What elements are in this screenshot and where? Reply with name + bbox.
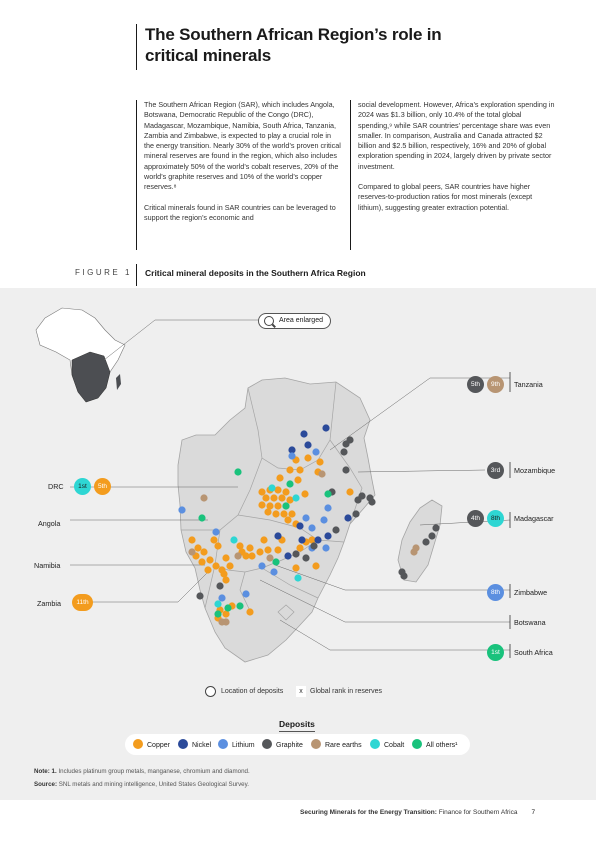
paragraph: Compared to global peers, SAR countries have higher reserves-to-production ratios for most minerals (except lithium), suggesting greater extraction potential. xyxy=(358,182,533,212)
copper-deposit-marker xyxy=(276,474,283,481)
copper-deposit-marker xyxy=(200,548,207,555)
graphite-deposit-marker xyxy=(432,524,439,531)
area-enlarged-pill xyxy=(258,313,331,329)
lithium-deposit-marker xyxy=(212,528,219,535)
lithium-deposit-marker xyxy=(312,448,319,455)
legend-item-all-others xyxy=(412,739,458,751)
rank-key-label: Global rank in reserves xyxy=(310,688,382,695)
rare-earths-deposit-marker xyxy=(200,494,207,501)
graphite-deposit-marker xyxy=(346,436,353,443)
page-footer xyxy=(300,809,535,816)
legend-label: Graphite xyxy=(276,742,303,749)
south-africa-label: South Africa xyxy=(514,648,553,657)
drc-rank-1: 1st xyxy=(74,478,91,495)
copper-deposit-marker xyxy=(296,466,303,473)
lithium-deposit-marker xyxy=(288,452,295,459)
rare-earths-deposit-marker xyxy=(318,470,325,477)
copper-deposit-marker xyxy=(282,488,289,495)
tanzania-rank-1: 5th xyxy=(467,376,484,393)
cobalt-deposit-marker xyxy=(292,494,299,501)
zimbabwe-rank: 8th xyxy=(487,584,504,601)
south-africa-rank: 1st xyxy=(487,644,504,661)
graphite-deposit-marker xyxy=(310,542,317,549)
legend-label: Rare earths xyxy=(325,742,362,749)
copper-deposit-marker xyxy=(206,556,213,563)
rare-earths-deposit-marker xyxy=(218,618,225,625)
graphite-deposit-marker xyxy=(292,550,299,557)
lithium-deposit-marker xyxy=(322,544,329,551)
rare-earths-deposit-marker xyxy=(412,544,419,551)
figure-title: Critical mineral deposits in the Southern Africa Region xyxy=(136,264,366,286)
lithium-deposit-marker xyxy=(320,516,327,523)
all-others-deposit-marker xyxy=(234,468,241,475)
rare-earths-dot-icon xyxy=(311,739,321,749)
nickel-deposit-marker xyxy=(296,522,303,529)
copper-deposit-marker xyxy=(272,510,279,517)
cobalt-deposit-marker xyxy=(294,574,301,581)
copper-deposit-marker xyxy=(258,488,265,495)
lithium-deposit-marker xyxy=(308,524,315,531)
source-text: SNL metals and mining intelligence, United States Geological Survey. xyxy=(58,781,249,788)
all-others-deposit-marker xyxy=(286,480,293,487)
copper-deposit-marker xyxy=(316,458,323,465)
paragraph: The Southern African Region (SAR), which includes Angola, Botswana, Democratic Republic of the Congo (DRC), Madagascar, Mozambique, Namibia, South Africa, Tanzania, Zambia and Zimbabwe, is expected to play a crucial role in the energy transition. Nearly 30% of the world’s proven critical mineral reserves are found in the region, which also includes approximately 50% of the world’s cobalt reserves, 20% of the world’s graphite reserves and 10% of the world’s copper reserves.⁸ xyxy=(144,100,341,192)
nickel-dot-icon xyxy=(178,739,188,749)
copper-deposit-marker xyxy=(226,562,233,569)
copper-deposit-marker xyxy=(256,548,263,555)
all-others-deposit-marker xyxy=(224,604,231,611)
graphite-deposit-marker xyxy=(342,466,349,473)
copper-deposit-marker xyxy=(194,544,201,551)
legend-item-rare-earths xyxy=(311,739,362,751)
copper-deposit-marker xyxy=(262,494,269,501)
nickel-deposit-marker xyxy=(274,532,281,539)
rare-earths-deposit-marker xyxy=(234,552,241,559)
copper-deposit-marker xyxy=(210,536,217,543)
graphite-deposit-marker xyxy=(428,532,435,539)
nickel-deposit-marker xyxy=(324,532,331,539)
mozambique-label: Mozambique xyxy=(514,466,556,475)
zambia-rank: 11th xyxy=(72,594,93,611)
nickel-deposit-marker xyxy=(304,441,311,448)
namibia-label: Namibia xyxy=(34,561,61,570)
lithium-deposit-marker xyxy=(270,568,277,575)
copper-deposit-marker xyxy=(222,554,229,561)
figure-label: FIGURE 1 xyxy=(75,268,132,277)
drc-rank-2: 5th xyxy=(94,478,111,495)
location-ring-icon xyxy=(205,686,216,697)
legend-label: Copper xyxy=(147,742,170,749)
lithium-deposit-marker xyxy=(242,590,249,597)
legend-item-nickel xyxy=(178,739,211,751)
lithium-dot-icon xyxy=(218,739,228,749)
copper-deposit-marker xyxy=(198,558,205,565)
copper-deposit-marker xyxy=(274,546,281,553)
botswana-label: Botswana xyxy=(514,618,546,627)
all-others-deposit-marker xyxy=(198,514,205,521)
tanzania-label: Tanzania xyxy=(514,380,543,389)
all-others-deposit-marker xyxy=(214,610,221,617)
madagascar-rank-1: 4th xyxy=(467,510,484,527)
copper-deposit-marker xyxy=(296,544,303,551)
note-label: Note: 1. xyxy=(34,768,57,775)
copper-deposit-marker xyxy=(246,544,253,551)
graphite-deposit-marker xyxy=(196,592,203,599)
lithium-deposit-marker xyxy=(302,514,309,521)
copper-deposit-marker xyxy=(294,476,301,483)
all-others-deposit-marker xyxy=(236,602,243,609)
graphite-deposit-marker xyxy=(354,496,361,503)
lithium-deposit-marker xyxy=(258,562,265,569)
all-others-deposit-marker xyxy=(282,502,289,509)
cobalt-deposit-marker xyxy=(268,484,275,491)
madagascar-label: Madagascar xyxy=(514,514,554,523)
area-enlarged-label: Area enlarged xyxy=(279,317,323,324)
zimbabwe-label: Zimbabwe xyxy=(514,588,548,597)
nickel-deposit-marker xyxy=(300,430,307,437)
legend-item-cobalt xyxy=(370,739,404,751)
legend-item-graphite xyxy=(262,739,303,751)
copper-deposit-marker xyxy=(222,576,229,583)
angola-label: Angola xyxy=(38,519,61,528)
copper-deposit-marker xyxy=(288,510,295,517)
legend-label: Nickel xyxy=(192,742,212,749)
copper-deposit-marker xyxy=(264,546,271,553)
source-label: Source: xyxy=(34,781,58,788)
copper-deposit-marker xyxy=(286,466,293,473)
rare-earths-deposit-marker xyxy=(266,554,273,561)
lithium-deposit-marker xyxy=(218,594,225,601)
legend-item-copper xyxy=(133,739,170,751)
nickel-deposit-marker xyxy=(298,536,305,543)
magnifier-icon xyxy=(264,316,274,326)
copper-deposit-marker xyxy=(260,536,267,543)
deposits-title: Deposits xyxy=(279,719,315,729)
copper-deposit-marker xyxy=(236,542,243,549)
copper-deposit-marker xyxy=(280,510,287,517)
copper-deposit-marker xyxy=(188,536,195,543)
footer-subtitle: Finance for Southern Africa xyxy=(438,809,518,816)
graphite-deposit-marker xyxy=(352,510,359,517)
nickel-deposit-marker xyxy=(314,536,321,543)
page-number: 7 xyxy=(531,809,536,816)
copper-deposit-marker xyxy=(346,488,353,495)
graphite-deposit-marker xyxy=(302,554,309,561)
deposits-legend xyxy=(125,734,470,755)
location-key-label: Location of deposits xyxy=(221,688,284,695)
graphite-dot-icon xyxy=(262,739,272,749)
copper-deposit-marker xyxy=(248,552,255,559)
nickel-deposit-marker xyxy=(344,514,351,521)
graphite-deposit-marker xyxy=(422,538,429,545)
zambia-label: Zambia xyxy=(37,599,61,608)
all-others-deposit-marker xyxy=(324,490,331,497)
rare-earths-deposit-marker xyxy=(188,548,195,555)
paragraph: Critical minerals found in SAR countries can be leveraged to support the region’s economic and xyxy=(144,202,336,222)
cobalt-dot-icon xyxy=(370,739,380,749)
madagascar-rank-2: 8th xyxy=(487,510,504,527)
cobalt-deposit-marker xyxy=(214,600,221,607)
note xyxy=(34,768,250,775)
legend-item-lithium xyxy=(218,739,255,751)
title-block xyxy=(136,24,466,70)
copper-deposit-marker xyxy=(292,564,299,571)
copper-deposit-marker xyxy=(278,494,285,501)
copper-deposit-marker xyxy=(258,501,265,508)
copper-deposit-marker xyxy=(304,454,311,461)
copper-deposit-marker xyxy=(212,562,219,569)
mozambique-rank: 3rd xyxy=(487,462,504,479)
all-others-deposit-marker xyxy=(272,558,279,565)
copper-deposit-marker xyxy=(270,494,277,501)
paragraph: social development. However, Africa’s exploration spending in 2024 was $1.3 billion, only 10.4% of the total global spending,⁹ while SAR countries’ percentage share was even smaller. In comparison, Australia and Canada attracted $2 billion and $2.5 billion, respectively, 16% and 20% of global exploration spending in 2024, largely driven by private sector investment. xyxy=(358,100,555,171)
all-others-dot-icon xyxy=(412,739,422,749)
copper-deposit-marker xyxy=(246,608,253,615)
legend-label: Cobalt xyxy=(384,742,405,749)
copper-deposit-marker xyxy=(284,516,291,523)
graphite-deposit-marker xyxy=(400,572,407,579)
nickel-deposit-marker xyxy=(322,424,329,431)
graphite-deposit-marker xyxy=(332,526,339,533)
madagascar-inset xyxy=(116,374,121,390)
lithium-deposit-marker xyxy=(178,506,185,513)
cobalt-deposit-marker xyxy=(230,536,237,543)
x-key-symbol: x xyxy=(296,686,306,697)
drc-label: DRC xyxy=(48,482,64,491)
page-title: The Southern African Region’s role in critical minerals xyxy=(145,25,442,65)
copper-deposit-marker xyxy=(214,542,221,549)
copper-deposit-marker xyxy=(204,566,211,573)
graphite-deposit-marker xyxy=(368,498,375,505)
legend-label: Lithium xyxy=(232,742,255,749)
legend-label: All others¹ xyxy=(426,742,458,749)
copper-deposit-marker xyxy=(264,508,271,515)
footer-title: Securing Minerals for the Energy Transition: xyxy=(300,809,437,816)
copper-deposit-marker xyxy=(274,502,281,509)
lithium-deposit-marker xyxy=(324,504,331,511)
body-column-left xyxy=(136,100,342,250)
nickel-deposit-marker xyxy=(284,552,291,559)
source xyxy=(34,781,249,788)
copper-deposit-marker xyxy=(301,490,308,497)
note-text: Includes platinum group metals, manganese, chromium and diamond. xyxy=(58,768,250,775)
copper-dot-icon xyxy=(133,739,143,749)
graphite-deposit-marker xyxy=(216,582,223,589)
graphite-deposit-marker xyxy=(340,448,347,455)
copper-deposit-marker xyxy=(312,562,319,569)
tanzania-rank-2: 9th xyxy=(487,376,504,393)
body-column-right xyxy=(350,100,556,250)
